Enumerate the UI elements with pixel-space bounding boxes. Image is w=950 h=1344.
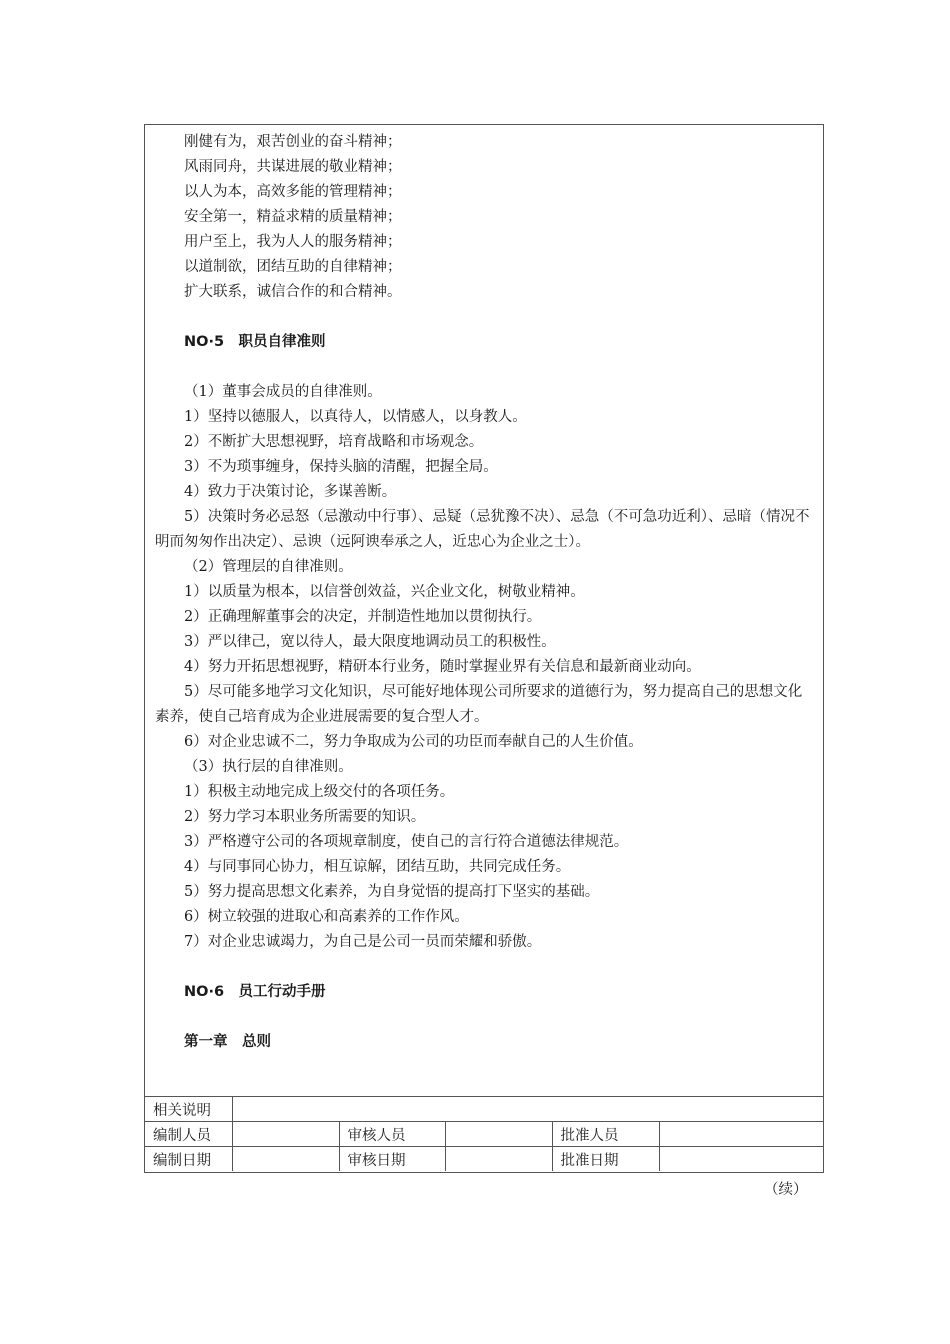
rule-item: 5）尽可能多地学习文化知识，尽可能好地体现公司所要求的道德行为，努力提高自己的思想文化素养，使自己培育成为企业进展需要的复合型人才。: [155, 684, 803, 725]
table-row: [145, 1097, 823, 1122]
rule-item: 5）决策时务必忌怒（忌激动中行事）、忌疑（忌犹豫不决）、忌急（不可急功近利）、忌暗（情况不明而匆匆作出决定）、忌谀（远阿谀奉承之人，近忠心为企业之士）。: [155, 509, 810, 550]
spirit-line: 用户至上，我为人人的服务精神；: [184, 234, 402, 250]
continued-label: （续）: [764, 1182, 808, 1198]
spirit-line: 扩大联系，诚信合作的和合精神。: [184, 284, 402, 300]
rule-item: 1）以质量为根本，以信誉创效益，兴企业文化，树敬业精神。: [184, 584, 585, 600]
rule-item: 4）努力开拓思想视野，精研本行业务，随时掌握业界有关信息和最新商业动向。: [184, 659, 701, 675]
approver-value-cell[interactable]: [659, 1122, 823, 1147]
rule-item: 4）致力于决策讨论，多谋善断。: [184, 484, 397, 500]
review-date-label: 审核日期: [339, 1147, 445, 1172]
rule-item: 2）不断扩大思想视野，培育战略和市场观念。: [184, 434, 484, 450]
rule-item: 1）坚持以德服人，以真待人，以情感人，以身教人。: [184, 409, 527, 425]
rule-item: 6）树立较强的进取心和高素养的工作作风。: [184, 909, 469, 925]
rule-item: 2）正确理解董事会的决定，并制造性地加以贯彻执行。: [184, 609, 542, 625]
rule-item: 5）努力提高思想文化素养，为自身觉悟的提高打下坚实的基础。: [184, 884, 600, 900]
document-frame: [144, 124, 824, 1173]
rule-item: 7）对企业忠诚竭力，为自己是公司一员而荣耀和骄傲。: [184, 934, 542, 950]
section-heading: NO·5 职员自律准则: [184, 334, 326, 350]
table-row: [145, 1147, 823, 1172]
approval-table: [145, 1096, 823, 1171]
compile-date-value-cell[interactable]: [232, 1147, 339, 1172]
rule-item: 4）与同事同心协力，相互谅解，团结互助，共同完成任务。: [184, 859, 571, 875]
rule-item: 6）对企业忠诚不二，努力争取成为公司的功臣而奉献自己的人生价值。: [184, 734, 643, 750]
subsection-title: （1）董事会成员的自律准则。: [184, 384, 382, 400]
subsection-title: （3）执行层的自律准则。: [184, 759, 353, 775]
spirit-line: 以道制欲，团结互助的自律精神；: [184, 259, 402, 275]
document-body: [145, 125, 825, 1055]
approve-date-label: 批准日期: [552, 1147, 659, 1172]
approve-date-value-cell[interactable]: [659, 1147, 823, 1172]
review-date-value-cell[interactable]: [445, 1147, 552, 1172]
reviewer-label: 审核人员: [339, 1122, 445, 1147]
rule-item: 1）积极主动地完成上级交付的各项任务。: [184, 784, 455, 800]
spirit-line: 以人为本，高效多能的管理精神；: [184, 184, 402, 200]
related-label: 相关说明: [145, 1097, 232, 1122]
compile-date-label: 编制日期: [145, 1147, 232, 1172]
subsection-title: （2）管理层的自律准则。: [184, 559, 353, 575]
spirit-line: 刚健有为，艰苦创业的奋斗精神；: [184, 134, 402, 150]
spirit-line: 安全第一，精益求精的质量精神；: [184, 209, 402, 225]
spirit-line: 风雨同舟，共谋进展的敬业精神；: [184, 159, 402, 175]
rule-item: 3）严格遵守公司的各项规章制度，使自己的言行符合道德法律规范。: [184, 834, 629, 850]
chapter-heading: 第一章 总则: [184, 1034, 271, 1050]
rule-item: 3）不为琐事缠身，保持头脑的清醒，把握全局。: [184, 459, 498, 475]
compiler-label: 编制人员: [145, 1122, 232, 1147]
compiler-value-cell[interactable]: [232, 1122, 339, 1147]
section-heading: NO·6 员工行动手册: [184, 984, 326, 1000]
table-row: [145, 1122, 823, 1147]
reviewer-value-cell[interactable]: [445, 1122, 552, 1147]
related-value-cell[interactable]: [232, 1097, 823, 1122]
approver-label: 批准人员: [552, 1122, 659, 1147]
rule-item: 2）努力学习本职业务所需要的知识。: [184, 809, 426, 825]
rule-item: 3）严以律己，宽以待人，最大限度地调动员工的积极性。: [184, 634, 556, 650]
